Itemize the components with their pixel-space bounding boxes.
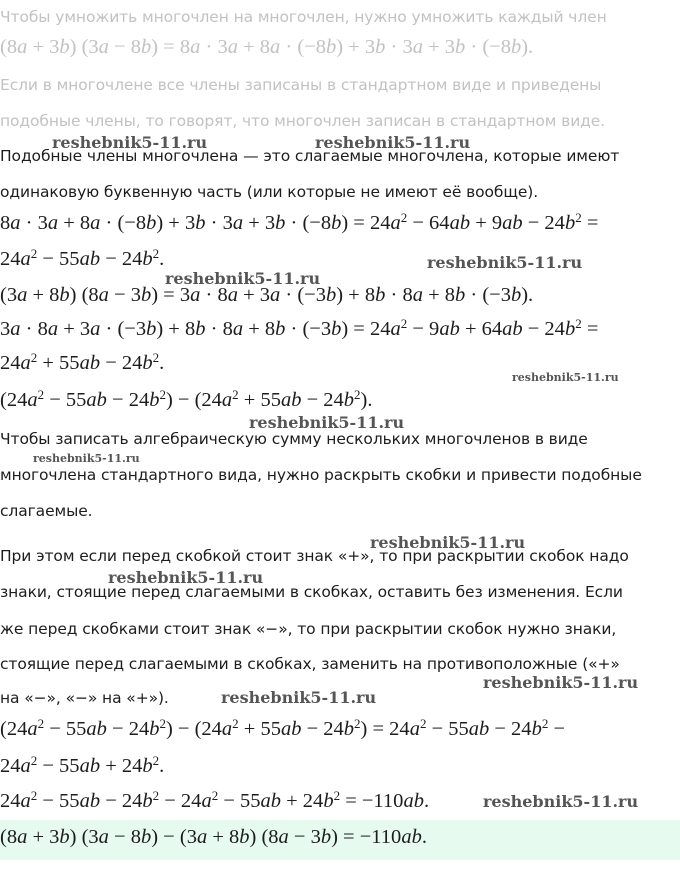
watermark: reshebnik5-11.ru (52, 133, 208, 152)
watermark: reshebnik5-11.ru (108, 568, 264, 587)
intro-line-1: Чтобы умножить многочлен на многочлен, нужно умножить каждый член (0, 8, 607, 26)
sign-rule-line-1: При этом если перед скобкой стоит знак «+», то при раскрытии скобок надо (0, 547, 629, 565)
intro-line-3: подобные члены, то говорят, что многочлен записан в стандартном виде. (0, 112, 606, 130)
watermark: reshebnik5-11.ru (512, 371, 619, 384)
sign-rule-line-4: стоящие перед слагаемыми в скобках, заменить на противоположные («+» (0, 655, 620, 673)
calc2-equation-line-2: $24a^2 + 55ab - 24b^2$. (0, 350, 165, 374)
calc2-equation-line-1: $3a \cdot 8a + 3a \cdot (-3b) + 8b \cdot 8a + 8b \cdot (-3b) = 24a^2 - 9ab + 64ab - 24b^2$ = (0, 316, 599, 340)
sign-rule-line-5: на «−», «−» на «+»). (0, 689, 169, 707)
final-equation-line-3: $24a^2 - 55ab - 24b^2 - 24a^2 - 55ab + 24b^2 = -110ab$. (0, 788, 430, 812)
watermark: reshebnik5-11.ru (315, 133, 471, 152)
sign-rule-line-3: же перед скобками стоит знак «−», то при раскрытии скобок нужно знаки, (0, 620, 617, 638)
calc1-equation-line-2: $24a^2 - 55ab - 24b^2$. (0, 246, 165, 270)
intro-equation: (8a + 3b) (3a − 8b) = 8a · 3a + 8a · (−8b) + 3b · 3a + 3b · (−8b). (0, 36, 534, 58)
rule-line-1: Чтобы записать алгебраическую сумму нескольких многочленов в виде (0, 430, 588, 448)
final-equation-line-1: $(24a^2 - 55ab - 24b^2) - (24a^2 + 55ab - 24b^2) = 24a^2 - 55ab - 24b^2$ − (0, 716, 565, 740)
sign-rule-line-2: знаки, стоящие перед слагаемыми в скобках, оставить без изменения. Если (0, 583, 623, 601)
watermark: reshebnik5-11.ru (33, 452, 140, 465)
watermark: reshebnik5-11.ru (483, 673, 639, 692)
definition-line-2: одинаковую буквенную часть (или которые не имеют её вообще). (0, 183, 539, 201)
watermark: reshebnik5-11.ru (221, 688, 377, 707)
watermark: reshebnik5-11.ru (483, 792, 639, 811)
watermark: reshebnik5-11.ru (370, 533, 526, 552)
rule-line-3: слагаемые. (0, 502, 93, 520)
definition-line-1: Подобные члены многочлена — это слагаемые многочлена, которые имеют (0, 147, 620, 165)
rule-line-2: многочлена стандартного вида, нужно раскрыть скобки и привести подобные (0, 466, 642, 484)
calc1-equation-line-1: $8a \cdot 3a + 8a \cdot (-8b) + 3b \cdot 3a + 3b \cdot (-8b) = 24a^2 - 64ab + 9ab - 24b^2$ = (0, 210, 599, 234)
difference-expression: $(24a^2 - 55ab - 24b^2) - (24a^2 + 55ab - 24b^2)$. (0, 387, 373, 411)
watermark: reshebnik5-11.ru (249, 413, 405, 432)
watermark: reshebnik5-11.ru (427, 253, 583, 272)
final-equation-line-2: $24a^2 - 55ab + 24b^2$. (0, 753, 165, 777)
watermark: reshebnik5-11.ru (165, 269, 321, 288)
calc2-product-equation: (3a + 8b) (8a − 3b) = 3a · 8a + 3a · (−3b) + 8b · 8a + 8b · (−3b). (0, 284, 534, 306)
intro-line-2: Если в многочлене все члены записаны в стандартном виде и приведены (0, 76, 602, 94)
answer-equation: (8a + 3b) (3a − 8b) − (3a + 8b) (8a − 3b) = −110ab. (0, 826, 427, 848)
